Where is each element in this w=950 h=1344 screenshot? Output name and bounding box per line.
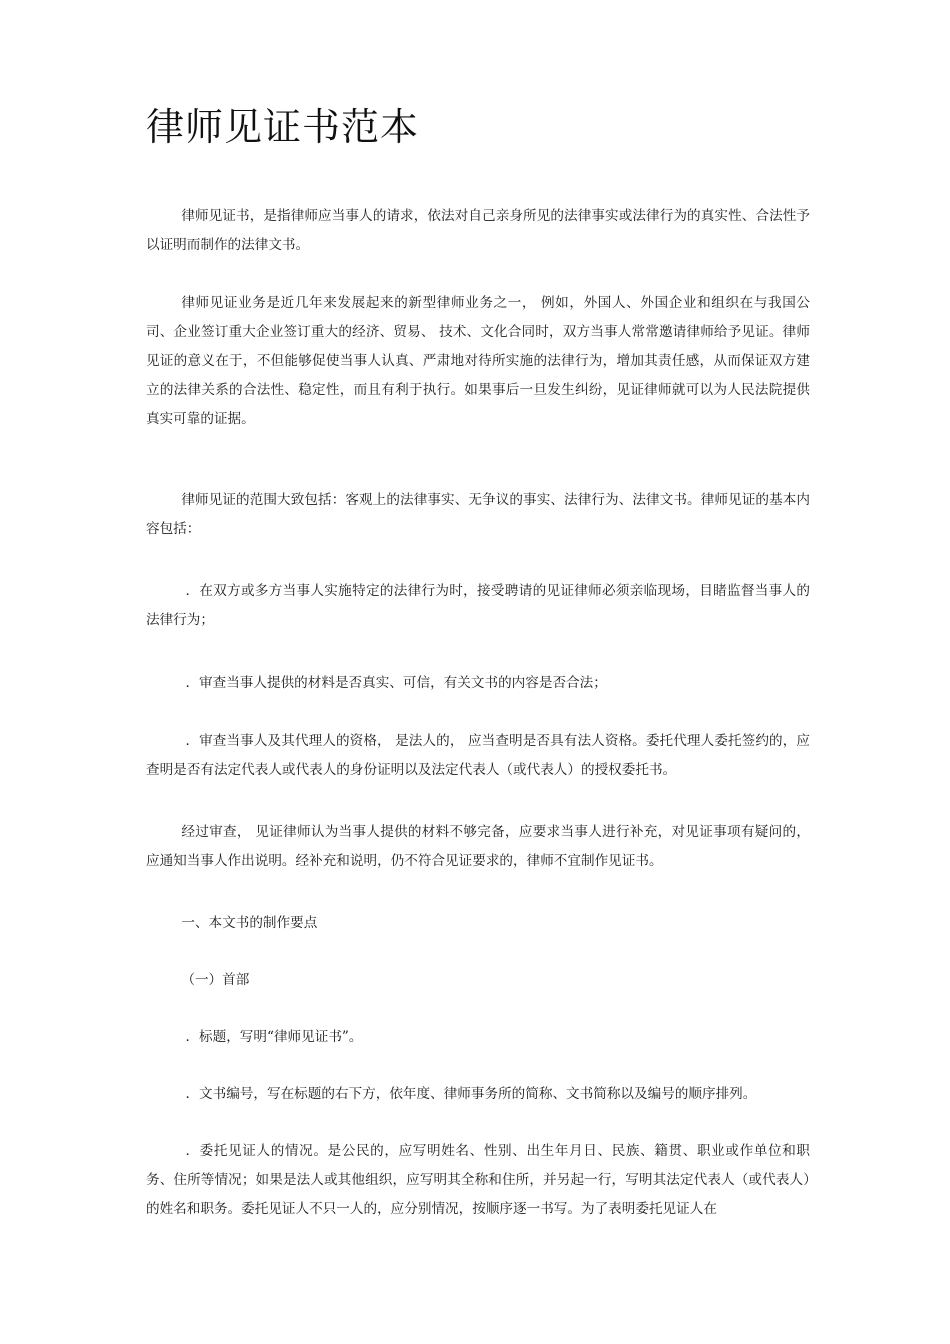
list-item-on-site-witness: ．在双方或多方当事人实施特定的法律行为时，接受聘请的见证律师必须亲临现场，目睹监督当事人的法律行为； (146, 583, 810, 628)
list-item-document-number: ．文书编号，写在标题的右下方，依年度、律师事务所的简称、文书简称以及编号的顺序排列。 (185, 1086, 757, 1102)
list-item-title: ．标题，写明“律师见证书”。 (185, 1029, 363, 1045)
paragraph-after-review: 经过审查， 见证律师认为当事人提供的材料不够完备，应要求当事人进行补充，对见证事项有疑问的，应通知当事人作出说明。经补充和说明，仍不符合见证要求的，律师不宜制作见证书。 (146, 824, 810, 869)
list-item-review-materials: ．审查当事人提供的材料是否真实、可信，有关文书的内容是否合法； (185, 675, 607, 691)
paragraph-scope: 律师见证的范围大致包括：客观上的法律事实、无争议的事实、法律行为、法律文书。律师见证的基本内容包括： (146, 492, 810, 537)
subsection-heading-header: （一）首部 (181, 972, 250, 988)
list-item-review-qualification: ．审查当事人及其代理人的资格， 是法人的， 应当查明是否具有法人资格。委托代理人委托签约的，应查明是否有法定代表人或代表人的身份证明以及法定代表人（或代表人）的授权委托书。 (146, 733, 810, 778)
paragraph-background: 律师见证业务是近几年来发展起来的新型律师业务之一， 例如，外国人、外国企业和组织在与我国公司、企业签订重大企业签订重大的经济、贸易、 技术、文化合同时，双方当事人常常邀请律师给予见证。律师见证的意义在于，不但能够促使当事人认真、严肃地对待所实施的法律行为，增加其责任感，从而保证双方建立的法律关系的合法性、稳定性，而且有利于执行。如果事后一旦发生纠纷，见证律师就可以为人民法院提供真实可靠的证据。 (146, 295, 810, 427)
document-title: 律师见证书范本 (146, 105, 420, 149)
list-item-client-info: ．委托见证人的情况。是公民的，应写明姓名、性别、出生年月日、民族、籍贯、职业或作单位和职务、住所等情况；如果是法人或其他组织，应写明其全称和住所，并另起一行，写明其法定代表人（或代表人）的姓名和职务。委托见证人不只一人的，应分别情况，按顺序逐一书写。为了表明委托见证人在 (146, 1143, 810, 1217)
section-heading-key-points: 一、本文书的制作要点 (181, 915, 318, 931)
paragraph-definition: 律师见证书，是指律师应当事人的请求，依法对自己亲身所见的法律事实或法律行为的真实性、合法性予以证明而制作的法律文书。 (146, 208, 810, 253)
